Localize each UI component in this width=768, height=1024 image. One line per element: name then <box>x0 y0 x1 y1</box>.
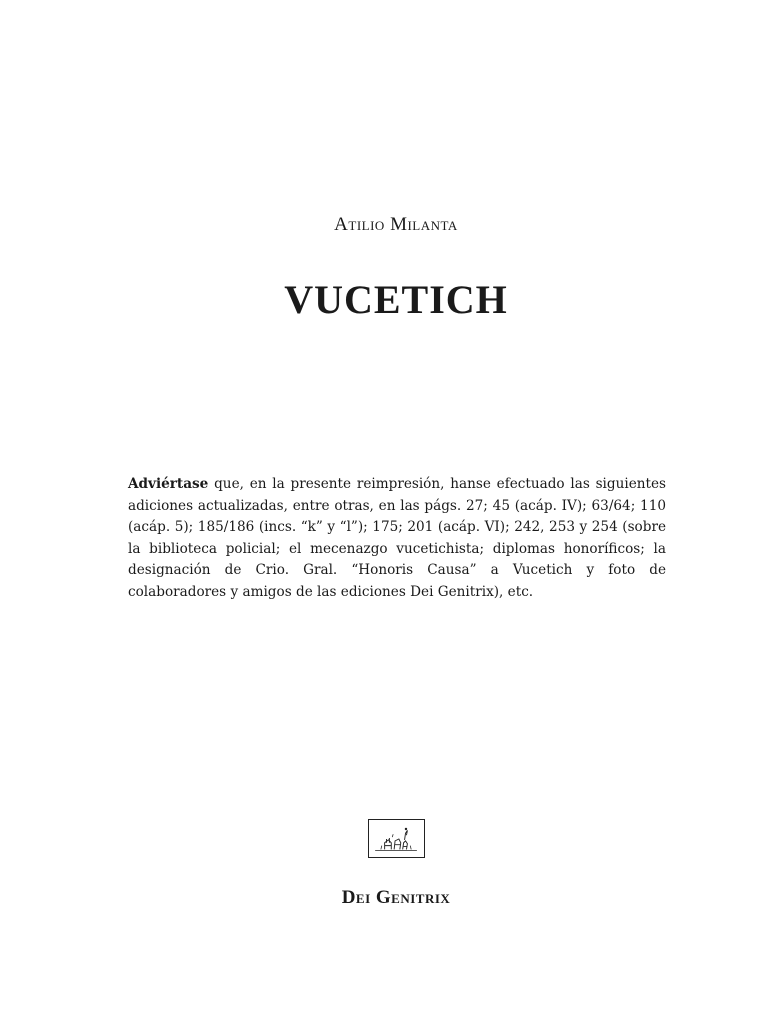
publisher-logo-drawing <box>369 820 424 857</box>
notice-body: que, en la presente reimpresión, hanse efectuado las siguientes adiciones actualizadas, entre otras, en las págs. 27; 45 (acáp. IV); 63/64; 110 (acáp. 5); 185/186 (incs. “k” y “l”); 175; 201 (acáp. VI); 242, 253 y 254 (sobre la biblioteca policial; el mecenazgo vucetichista; diplomas honoríficos; la designación de Crio. Gral. “Honoris Causa” a Vucetich y foto de colaboradores y amigos de las ediciones Dei Genitrix), etc. <box>128 476 666 600</box>
book-title: VUCETICH <box>284 277 508 322</box>
reprint-notice <box>128 474 666 603</box>
publisher-name: Dei Genitrix <box>341 887 451 908</box>
author-name: Atilio Milanta <box>334 214 458 235</box>
notice-lead: Adviértase <box>128 476 209 492</box>
publisher-logo-icon <box>368 819 425 858</box>
